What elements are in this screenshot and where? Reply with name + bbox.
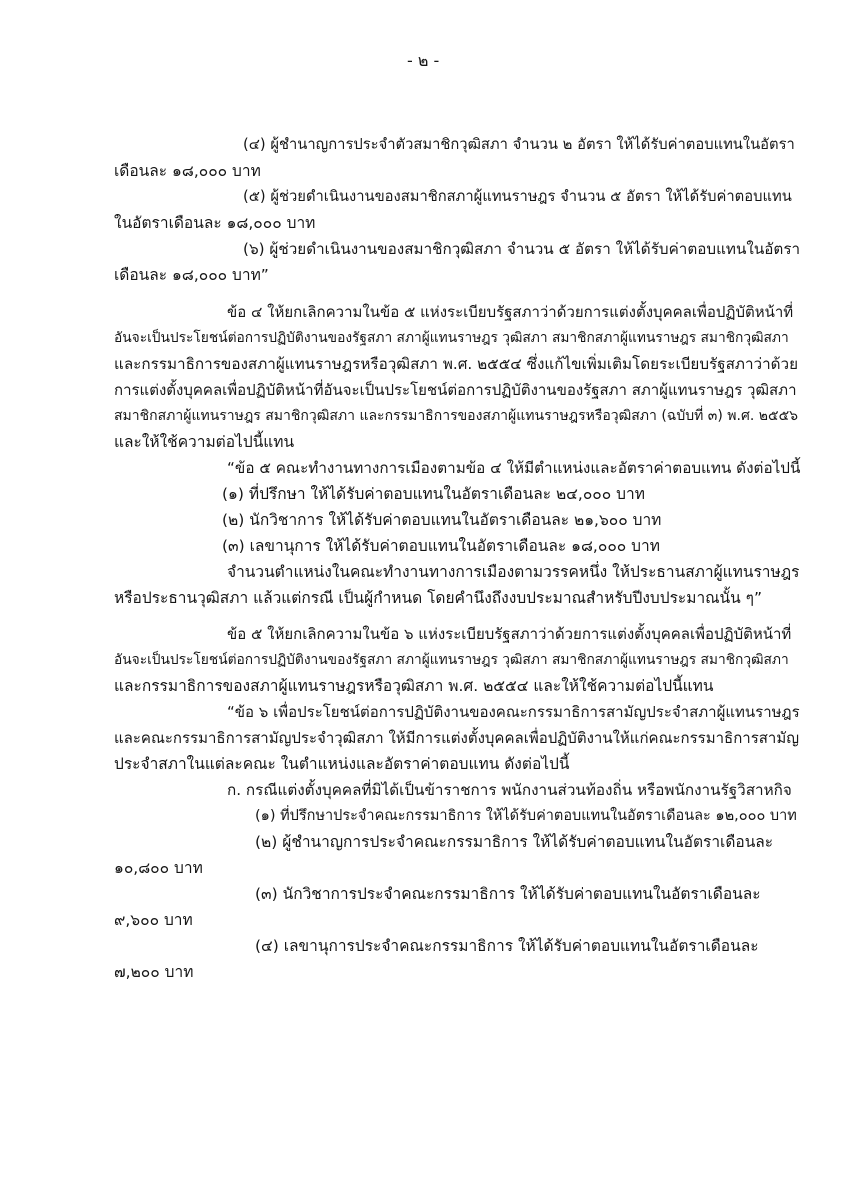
line-quoted-5-item-2: (๒) นักวิชาการ ให้ได้รับค่าตอบแทนในอัตราเดือนละ ๒๑,๖๐๐ บาท — [222, 511, 662, 529]
line-item-4-advisor: (๔) ผู้ชำนาญการประจำตัวสมาชิกวุฒิสภา จำนวน ๒ อัตรา ให้ได้รับค่าตอบแทนในอัตรา — [243, 136, 795, 153]
line-item-6-cont: เดือนละ ๑๘,๐๐๐ บาท” — [114, 266, 269, 284]
line-quoted-6-a-item-2: (๒) ผู้ชำนาญการประจำคณะกรรมาธิการ ให้ได้รับค่าตอบแทนในอัตราเดือนละ — [255, 833, 774, 851]
line-clause-5-body-1: อันจะเป็นประโยชน์ต่อการปฏิบัติงานของรัฐสภา สภาผู้แทนราษฎร วุฒิสภา สมาชิกสภาผู้แทนราษฎร สมาชิกวุฒิสภา — [114, 652, 789, 668]
line-quoted-clause-5: “ข้อ ๕ คณะทำงานทางการเมืองตามข้อ ๔ ให้มีตำแหน่งและอัตราค่าตอบแทน ดังต่อไปนี้ — [227, 459, 801, 477]
line-clause-4-body-3: การแต่งตั้งบุคคลเพื่อปฏิบัติหน้าที่อันจะเป็นประโยชน์ต่อการปฏิบัติงานของรัฐสภา สภาผู้แทนราษฎร วุฒิสภา — [114, 381, 797, 399]
line-quoted-6-a-item-4-cont: ๗,๒๐๐ บาท — [114, 963, 194, 981]
line-clause-4-body-5: และให้ใช้ความต่อไปนี้แทน — [114, 433, 295, 451]
line-item-4-cont: เดือนละ ๑๘,๐๐๐ บาท — [114, 162, 261, 180]
line-quoted-6-a-item-4: (๔) เลขานุการประจำคณะกรรมาธิการ ให้ได้รับค่าตอบแทนในอัตราเดือนละ — [255, 937, 759, 955]
line-quoted-6-body-1: และคณะกรรมาธิการสามัญประจำวุฒิสภา ให้มีการแต่งตั้งบุคคลเพื่อปฏิบัติงานให้แก่คณะกรรมาธิการสามัญ — [114, 729, 800, 747]
line-quoted-clause-6: “ข้อ ๖ เพื่อประโยชน์ต่อการปฏิบัติงานของคณะกรรมาธิการสามัญประจำสภาผู้แทนราษฎร — [227, 703, 800, 721]
line-clause-4-body-4: สมาชิกสภาผู้แทนราษฎร สมาชิกวุฒิสภา และกรรมาธิการของสภาผู้แทนราษฎรหรือวุฒิสภา (ฉบับที่ ๓) พ.ศ. ๒๕๕๖ — [114, 408, 799, 424]
line-clause-5-body-2: และกรรมาธิการของสภาผู้แทนราษฎรหรือวุฒิสภา พ.ศ. ๒๕๕๔ และให้ใช้ความต่อไปนี้แทน — [114, 677, 714, 695]
line-clause-4-body-1: อันจะเป็นประโยชน์ต่อการปฏิบัติงานของรัฐสภา สภาผู้แทนราษฎร วุฒิสภา สมาชิกสภาผู้แทนราษฎร สมาชิกวุฒิสภา — [114, 330, 789, 346]
line-item-6: (๖) ผู้ช่วยดำเนินงานของสมาชิกวุฒิสภา จำนวน ๕ อัตรา ให้ได้รับค่าตอบแทนในอัตรา — [243, 240, 801, 258]
line-item-5: (๕) ผู้ช่วยดำเนินงานของสมาชิกสภาผู้แทนราษฎร จำนวน ๕ อัตรา ให้ได้รับค่าตอบแทน — [243, 188, 792, 205]
line-quoted-6-a-item-2-cont: ๑๐,๘๐๐ บาท — [114, 859, 203, 877]
page-number: - ๒ - — [407, 51, 440, 70]
line-quoted-6-sub-a: ก. กรณีแต่งตั้งบุคคลที่มิได้เป็นข้าราชการ พนักงานส่วนท้องถิ่น หรือพนักงานรัฐวิสาหกิจ — [227, 781, 792, 799]
line-quoted-5-item-1: (๑) ที่ปรึกษา ให้ได้รับค่าตอบแทนในอัตราเดือนละ ๒๔,๐๐๐ บาท — [222, 485, 645, 503]
line-quoted-6-a-item-1: (๑) ที่ปรึกษาประจำคณะกรรมาธิการ ให้ได้รับค่าตอบแทนในอัตราเดือนละ ๑๒,๐๐๐ บาท — [255, 808, 797, 824]
line-quoted-6-body-2: ประจำสภาในแต่ละคณะ ในตำแหน่งและอัตราค่าตอบแทน ดังต่อไปนี้ — [114, 755, 570, 773]
line-clause-5-heading: ข้อ ๕ ให้ยกเลิกความในข้อ ๖ แห่งระเบียบรัฐสภาว่าด้วยการแต่งตั้งบุคคลเพื่อปฏิบัติหน้าที่ — [227, 625, 792, 643]
line-quoted-6-a-item-3-cont: ๙,๖๐๐ บาท — [114, 911, 193, 929]
line-item-5-cont: ในอัตราเดือนละ ๑๘,๐๐๐ บาท — [114, 214, 316, 232]
line-clause-4-body-2: และกรรมาธิการของสภาผู้แทนราษฎรหรือวุฒิสภา พ.ศ. ๒๕๕๔ ซึ่งแก้ไขเพิ่มเติมโดยระเบียบรัฐสภาว่าด้วย — [114, 355, 799, 373]
line-quoted-5-para-2-cont: หรือประธานวุฒิสภา แล้วแต่กรณี เป็นผู้กำหนด โดยคำนึงถึงงบประมาณสำหรับปีงบประมาณนั้น ๆ” — [114, 589, 763, 607]
line-quoted-5-para-2: จำนวนตำแหน่งในคณะทำงานทางการเมืองตามวรรคหนึ่ง ให้ประธานสภาผู้แทนราษฎร — [227, 563, 800, 581]
line-quoted-5-item-3: (๓) เลขานุการ ให้ได้รับค่าตอบแทนในอัตราเดือนละ ๑๘,๐๐๐ บาท — [222, 537, 660, 555]
line-clause-4-heading: ข้อ ๔ ให้ยกเลิกความในข้อ ๕ แห่งระเบียบรัฐสภาว่าด้วยการแต่งตั้งบุคคลเพื่อปฏิบัติหน้าที่ — [227, 303, 794, 321]
line-quoted-6-a-item-3: (๓) นักวิชาการประจำคณะกรรมาธิการ ให้ได้รับค่าตอบแทนในอัตราเดือนละ — [255, 885, 761, 903]
